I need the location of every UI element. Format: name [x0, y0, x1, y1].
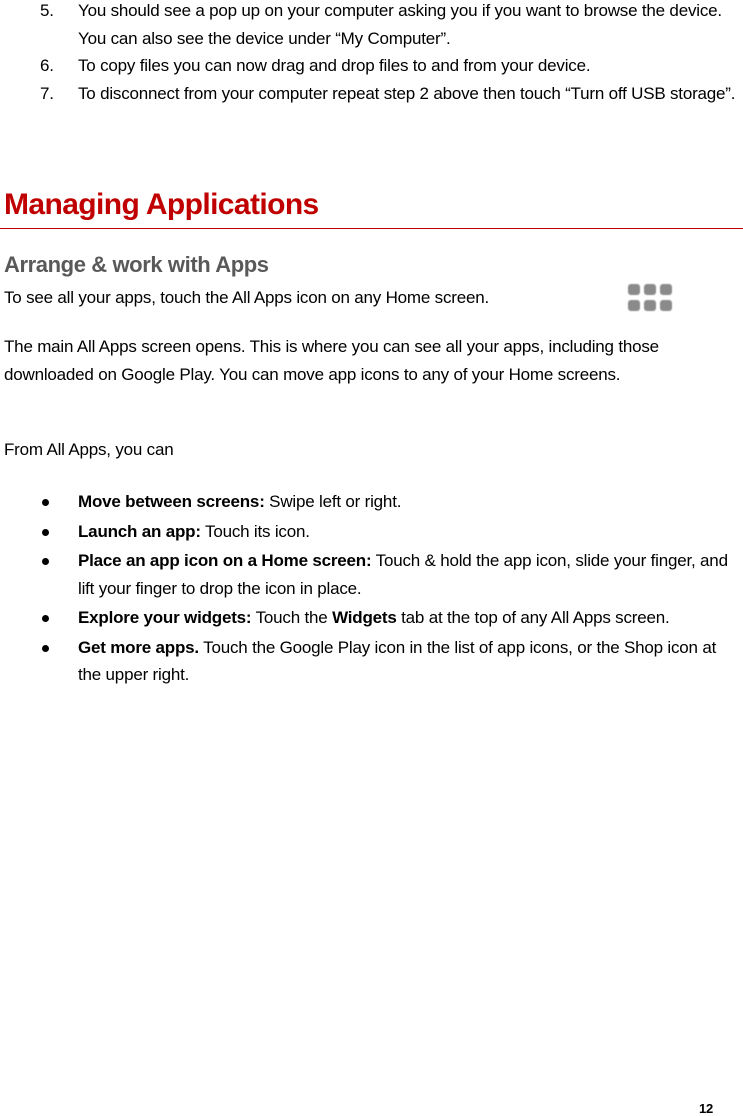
bullet-icon: [42, 529, 49, 536]
bullet-text: Touch & hold the app icon, slide your finger, and lift your finger to drop the icon in place.: [78, 551, 728, 598]
step-text: You should see a pop up on your computer asking you if you want to browse the device. You can also see the device under “My Computer”.: [78, 1, 722, 48]
bullet-icon: [42, 645, 49, 652]
bullet-icon: [42, 615, 49, 622]
bullet-bold: Get more apps.: [78, 637, 199, 657]
step-text: To copy files you can now drag and drop files to and from your device.: [78, 56, 591, 75]
bullet-bold: Explore your widgets:: [78, 608, 252, 627]
step-number: 6.: [40, 56, 54, 75]
step-number: 5.: [40, 1, 54, 20]
bullet-bold: Place an app icon on a Home screen:: [78, 551, 372, 570]
bullet-text: Touch the: [251, 608, 333, 627]
intro-paragraph: To see all your apps, touch the All Apps icon on any Home screen.: [4, 288, 490, 307]
bullet-text: Touch its icon.: [200, 521, 310, 541]
bullet-text: Swipe left or right.: [264, 492, 402, 511]
bullet-icon: [42, 558, 49, 565]
bullet-list: [0, 488, 740, 691]
steps-list: [0, 0, 740, 107]
page-number: 12: [698, 1101, 713, 1116]
list-item: [0, 80, 740, 108]
bullet-icon: [42, 499, 49, 506]
bullet-bold: Widgets: [332, 608, 397, 627]
bullet-text: tab at the top of any All Apps screen.: [396, 608, 670, 627]
heading-divider: [0, 228, 743, 229]
step-text: To disconnect from your computer repeat step 2 above then touch “Turn off USB storage”.: [78, 83, 736, 103]
subsection-heading: Arrange & work with Apps: [4, 252, 269, 277]
all-apps-grid-icon: [628, 284, 672, 312]
bullet-bold: Move between screens:: [78, 492, 265, 511]
list-item: [0, 488, 740, 516]
list-item: [0, 604, 740, 632]
step-number: 7.: [40, 83, 54, 103]
list-item: [0, 0, 740, 52]
bullet-text: Touch the Google Play icon in the list of app icons, or the Shop icon at the upper right.: [78, 637, 717, 684]
list-item: [0, 518, 740, 546]
paragraph-all-apps: The main All Apps screen opens. This is where you can see all your apps, including those downloaded on Google Play. You can move app icons to any of your Home screens.: [4, 337, 659, 384]
list-item: [0, 52, 740, 80]
list-item: [0, 634, 740, 689]
bullet-bold: Launch an app:: [78, 521, 201, 541]
paragraph-from-all-apps: From All Apps, you can: [4, 440, 174, 459]
section-heading: Managing Applications: [4, 188, 319, 221]
list-item: [0, 547, 740, 602]
